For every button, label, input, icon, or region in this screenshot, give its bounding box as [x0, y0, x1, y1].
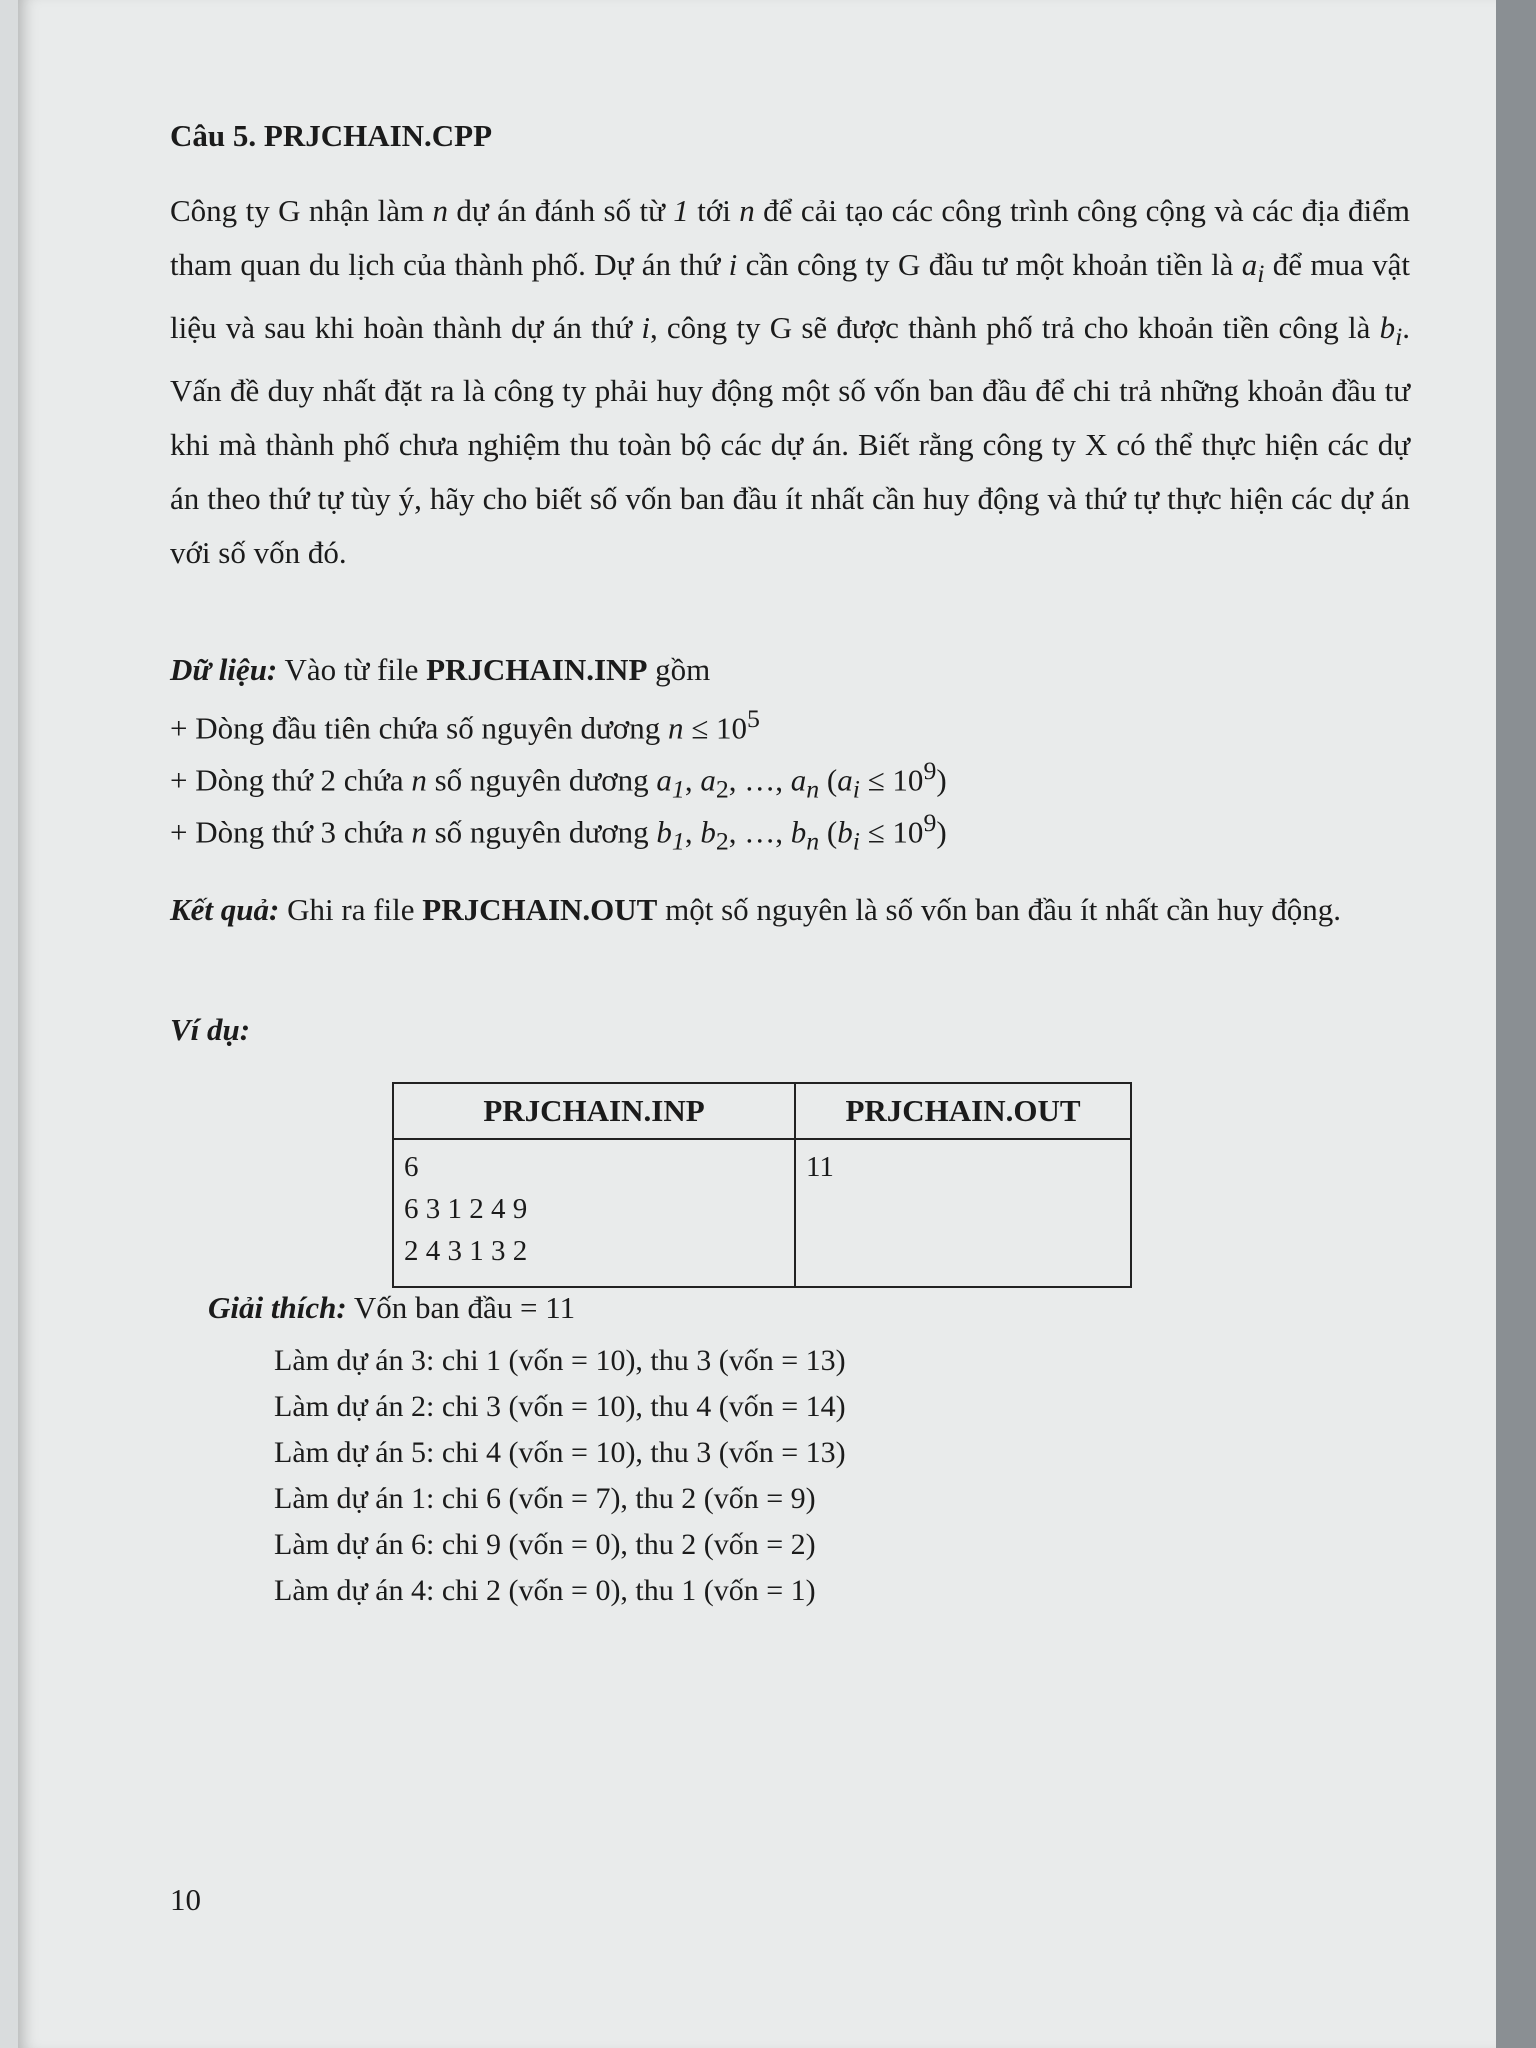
- table-cell-input: 6 6 3 1 2 4 9 2 4 3 1 3 2: [393, 1139, 795, 1287]
- input-filename: PRJCHAIN.INP: [426, 652, 648, 687]
- example-table: [392, 1082, 1132, 1288]
- list-item: Làm dự án 3: chi 1 (vốn = 10), thu 3 (vốn = 13): [274, 1344, 846, 1377]
- explanation-heading: Giải thích: Vốn ban đầu = 11: [208, 1290, 576, 1325]
- input-line-1: + Dòng đầu tiên chứa số nguyên dương $n \le 10^5$: [170, 704, 760, 746]
- list-item: Làm dự án 5: chi 4 (vốn = 10), thu 3 (vốn = 13): [274, 1436, 846, 1469]
- input-label: Dữ liệu:: [170, 652, 278, 687]
- list-item: Làm dự án 4: chi 2 (vốn = 0), thu 1 (vốn = 1): [274, 1574, 816, 1607]
- page-number: 10: [170, 1882, 201, 1917]
- explanation-steps: [274, 1338, 846, 1614]
- book-page: [18, 0, 1496, 2048]
- problem-heading: Câu 5. PRJCHAIN.CPP: [170, 118, 493, 153]
- explanation-label: Giải thích:: [208, 1290, 347, 1325]
- list-item: Làm dự án 1: chi 6 (vốn = 7), thu 2 (vốn = 9): [274, 1482, 816, 1515]
- output-filename: PRJCHAIN.OUT: [422, 892, 658, 927]
- table-header-input: PRJCHAIN.INP: [393, 1083, 795, 1139]
- input-spec: Dữ liệu: Vào từ file PRJCHAIN.INP gồm: [170, 652, 711, 687]
- input-line-2: + Dòng thứ 2 chứa n số nguyên dương $a_1$, $a_2$, …, $a_n$ $(a_i \le 10^9)$: [170, 756, 947, 804]
- example-label: Ví dụ:: [170, 1012, 251, 1047]
- problem-description: Công ty G nhận làm n dự án đánh số từ 1 tới n để cải tạo các công trình công cộng và các địa điểm tham quan du lịch của thành phố. Dự án thứ i cần công ty G đầu tư một khoản tiền là $a_i$ để mua vật liệu và sau khi hoàn thành dự án thứ i, công ty G sẽ được thành phố trả cho khoản tiền công là $b_i$. Vấn đề duy nhất đặt ra là công ty phải huy động một số vốn ban đầu để chi trả những khoản đầu tư khi mà thành phố chưa nghiệm thu toàn bộ các dự án. Biết rằng công ty X có thể thực hiện các dự án theo thứ tự tùy ý, hãy cho biết số vốn ban đầu ít nhất cần huy động và thứ tự thực hiện các dự án với số vốn đó.: [170, 193, 1410, 571]
- list-item: Làm dự án 2: chi 3 (vốn = 10), thu 4 (vốn = 14): [274, 1390, 846, 1423]
- table-cell-output: 11: [795, 1139, 1131, 1287]
- list-item: Làm dự án 6: chi 9 (vốn = 0), thu 2 (vốn = 2): [274, 1528, 816, 1561]
- background-edge: [1496, 0, 1536, 2048]
- output-label: Kết quả:: [170, 892, 280, 927]
- input-line-3: + Dòng thứ 3 chứa n số nguyên dương $b_1$, $b_2$, …, $b_n$ $(b_i \le 10^9)$: [170, 808, 947, 856]
- table-header-output: PRJCHAIN.OUT: [795, 1083, 1131, 1139]
- output-spec: Kết quả: Ghi ra file PRJCHAIN.OUT một số nguyên là số vốn ban đầu ít nhất cần huy động.: [170, 892, 1341, 927]
